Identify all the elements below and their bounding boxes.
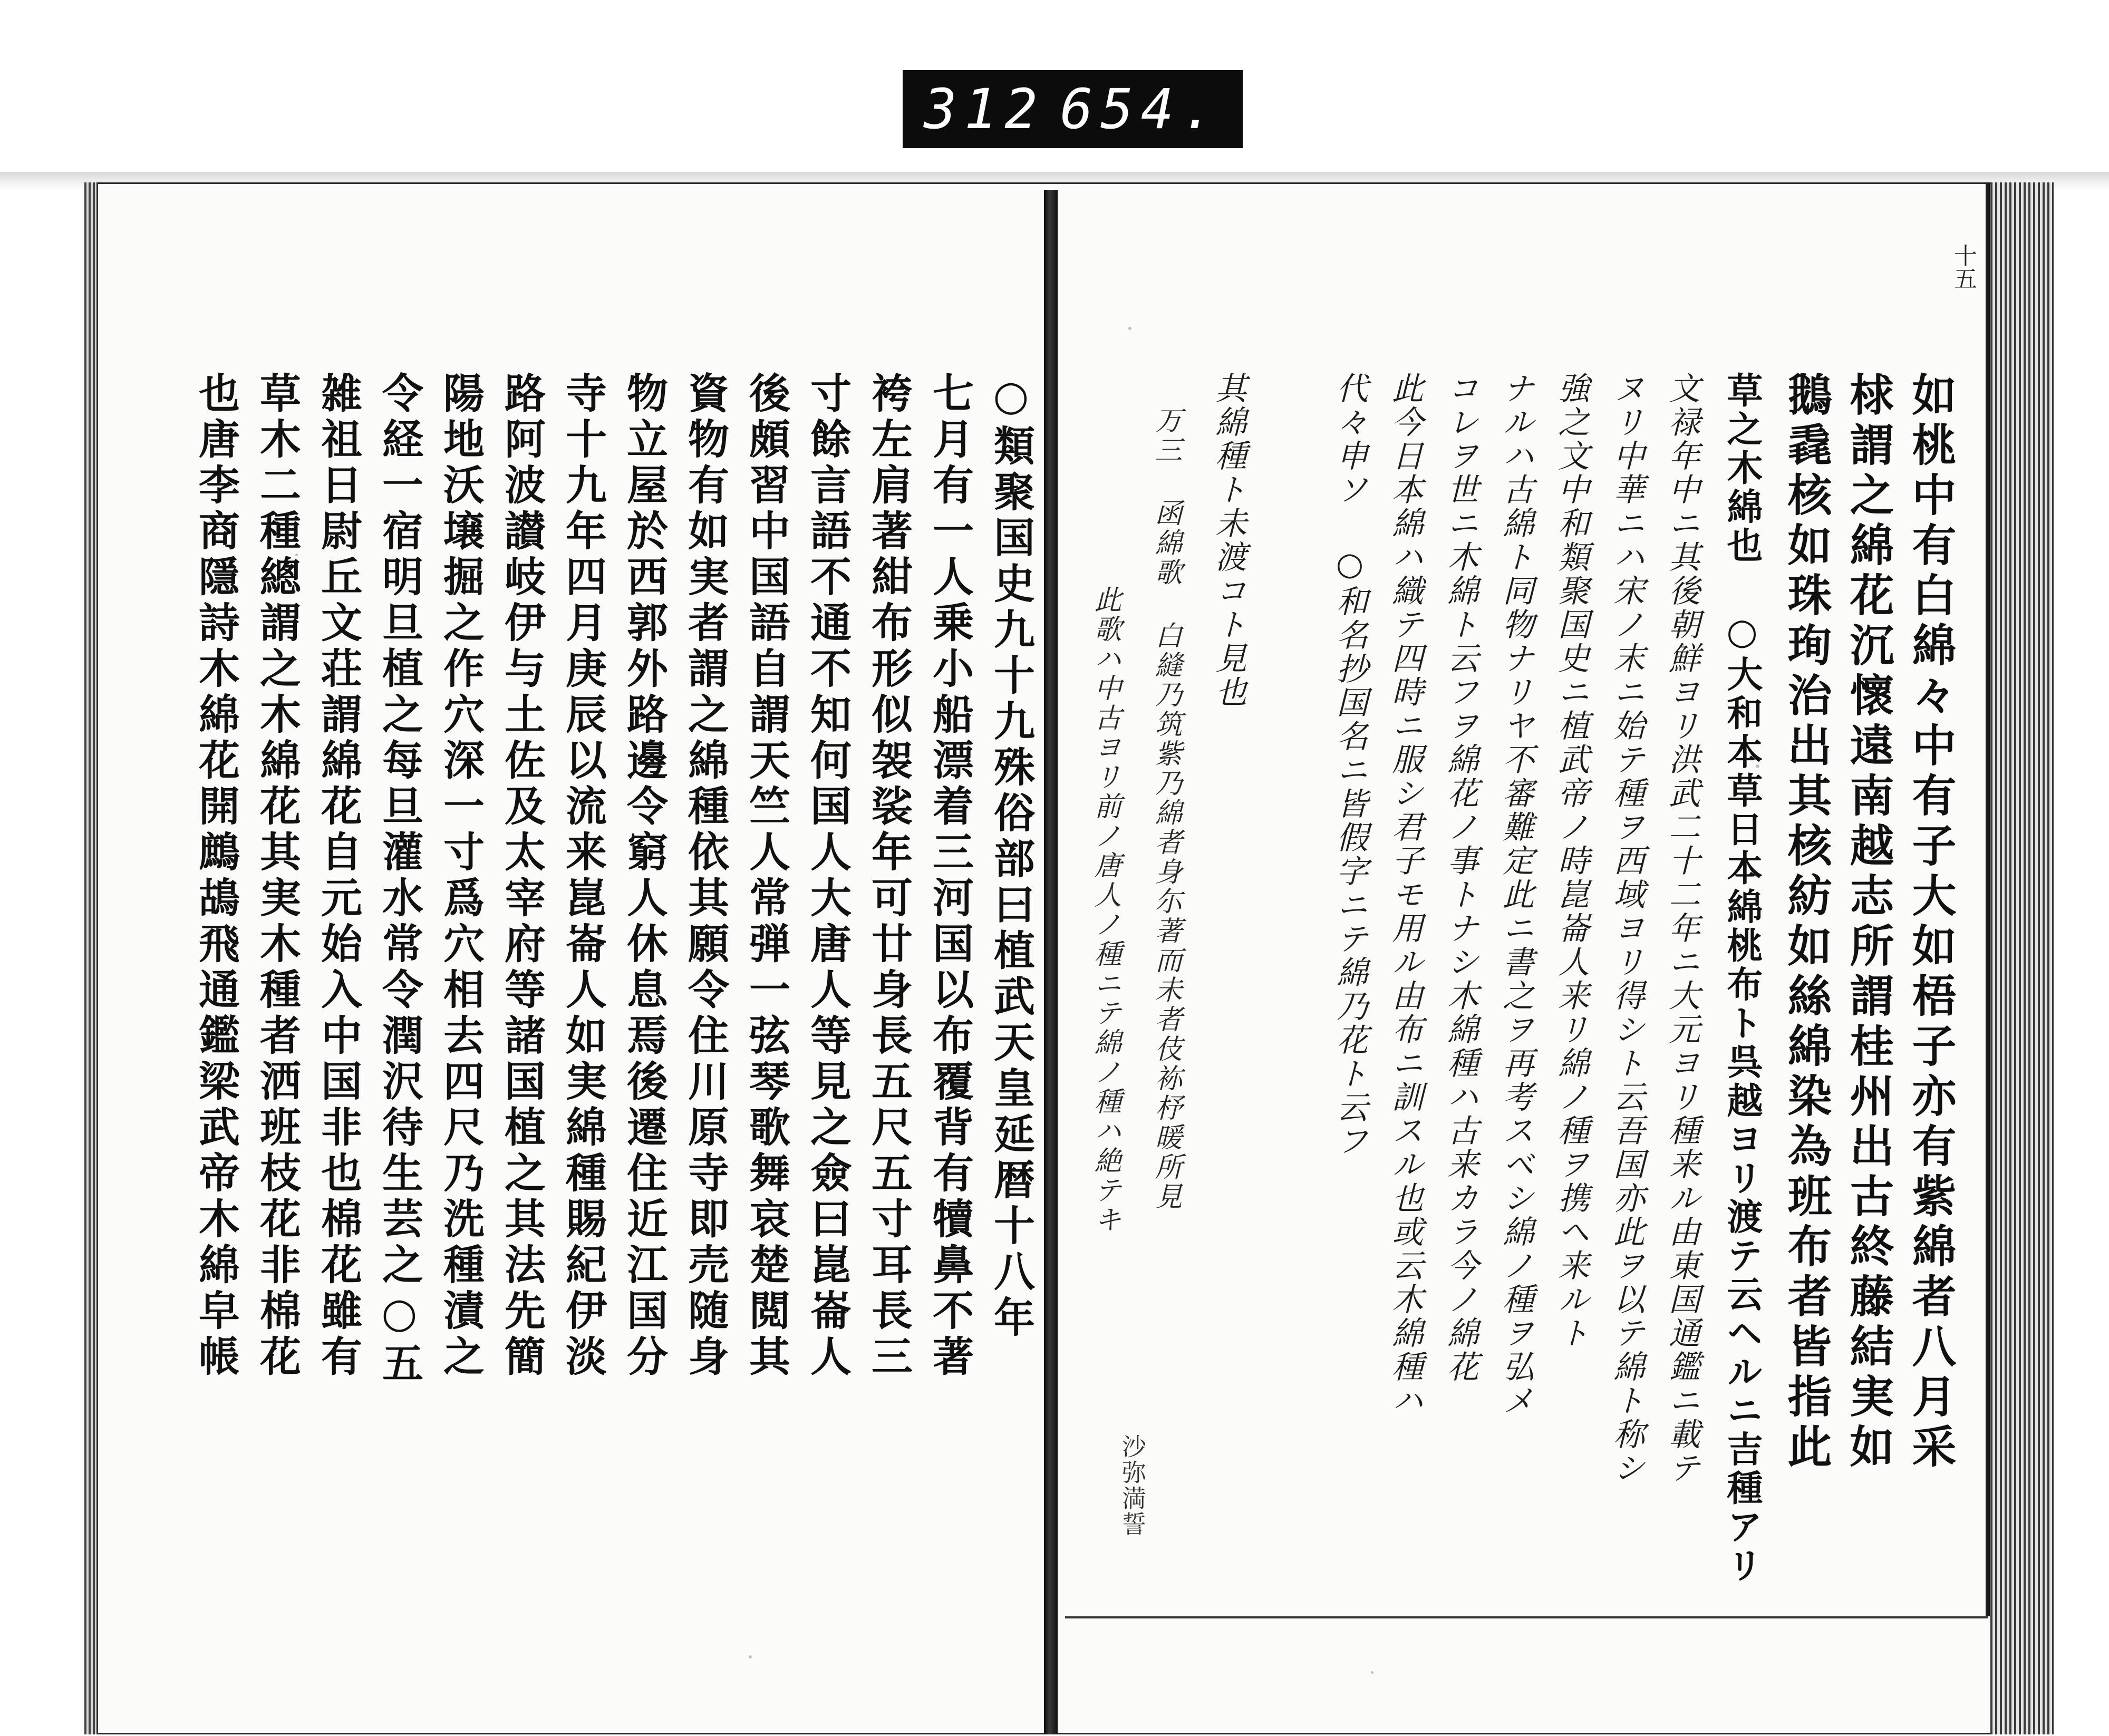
scan-speck	[1756, 764, 1759, 768]
archive-label-right-number: 654.	[1060, 77, 1222, 141]
right-handwritten-line: 強之文中和類聚国史ニ植武帝ノ時崑崙人来リ綿ノ種ヲ携ヘ来ルト	[1553, 372, 1590, 1350]
poem-gloss: 此歌ハ中古ヨリ前ノ唐人ノ種ニテ綿ノ種ハ絶テキ	[1089, 585, 1121, 1235]
left-printed-line: 資物有如実者謂之綿種依其願令住川原寺即売随身	[681, 372, 729, 1381]
left-printed-line: 路阿波讃岐伊与土佐及太宰府等諸国植之其法先簡	[498, 372, 546, 1381]
left-printed-line: 寸餘言語不通不知何国人大唐人等見之僉曰崑崙人	[804, 372, 852, 1381]
left-printed-line: 令経一宿明旦植之每旦灌水常令潤沢待生芸之○五	[375, 372, 423, 1388]
left-printed-line: 七月有一人乗小船漂着三河国以布覆背有犢鼻不著	[926, 372, 974, 1381]
left-printed-line: 後頗習中国語自謂天竺人常弾一弦琴歌舞哀楚閲其	[742, 372, 790, 1381]
right-handwritten-line: ナルハ古綿ト同物ナリヤ不審難定此ニ書之ヲ再考スベシ綿ノ種ヲ弘メ	[1497, 372, 1534, 1418]
left-printed-line: 寺十九年四月庚辰以流来崑崙人如実綿種賜紀伊淡	[559, 372, 607, 1381]
book-spine	[1044, 190, 1058, 1734]
right-page-bottom-rule	[1065, 1616, 1988, 1618]
poem-line: 万三 函綿歌 白縫乃筑紫乃綿者身尓著而未者伎袮杼暖所見	[1150, 406, 1182, 1211]
right-handwritten-line: 代々申ソ ○和名抄国名ニ皆假字ニテ綿乃花ト云フ	[1331, 372, 1368, 1158]
right-page-edge	[1990, 182, 2054, 1734]
archive-label	[903, 70, 1243, 148]
poem-author: 沙弥満誓	[1118, 1434, 1147, 1537]
archive-label-left-number: 312	[924, 77, 1045, 141]
page-number: 十五	[1950, 244, 1977, 290]
left-printed-line: 草木二種總謂之木綿花其実木種者洒班枝花非棉花	[253, 372, 301, 1381]
left-printed-line: 也唐李商隱詩木綿花開鷓鴣飛通鑑梁武帝木綿皁帳	[192, 372, 240, 1381]
right-handwritten-line: ヌリ中華ニハ宋ノ末ニ始テ種ヲ西域ヨリ得シト云吾国亦此ヲ以テ綿ト称シ	[1608, 372, 1645, 1485]
right-handwritten-line: 其綿種ト未渡コト見也	[1210, 372, 1247, 709]
right-printed-line: 如桃中有白綿々中有子大如梧子亦有紫綿者八月采	[1905, 372, 1957, 1473]
scan-speck	[295, 554, 298, 556]
scan-speck	[1371, 1671, 1373, 1674]
scan-speck	[749, 1655, 752, 1659]
right-printed-line: 梂謂之綿花沉懷遠南越志所謂桂州出古終藤結実如	[1843, 372, 1895, 1473]
left-printed-line: ○類聚国史九十九殊俗部曰植武天皇延暦十八年	[987, 372, 1035, 1342]
scan-speck	[1128, 327, 1131, 330]
right-page-border	[1986, 182, 1990, 1616]
right-handwritten-line: 此今日本綿ハ織テ四時ニ服シ君子モ用ル由布ニ訓スル也或云木綿種ハ	[1387, 372, 1424, 1418]
right-printed-line: 草之木綿也 ○大和本草日本綿桃布ト呉越ヨリ渡テ云ヘルニ吉種アリ	[1721, 372, 1763, 1586]
left-printed-line: 雑祖日尉丘文荘謂綿花自元始入中国非也棉花雖有	[314, 372, 362, 1381]
left-printed-line: 物立屋於西郭外路邊令窮人休息焉後遷住近江国分	[620, 372, 668, 1381]
right-printed-line: 鵝毳核如珠珣治出其核紡如絲綿染為班布者皆指此	[1781, 372, 1833, 1473]
right-handwritten-line: 文禄年中ニ其後朝鮮ヨリ洪武二十二年ニ大元ヨリ種来ル由東国通鑑ニ載テ	[1663, 372, 1700, 1485]
left-printed-line: 袴左肩著紺布形似袈裟年可廿身長五尺五寸耳長三	[865, 372, 913, 1381]
right-handwritten-line: コレヲ世ニ木綿ト云フヲ綿花ノ事トナシ木綿種ハ古来カラ今ノ綿花	[1442, 372, 1479, 1384]
left-printed-line: 陽地沃壌掘之作穴深一寸爲穴相去四尺乃洗種漬之	[437, 372, 485, 1381]
